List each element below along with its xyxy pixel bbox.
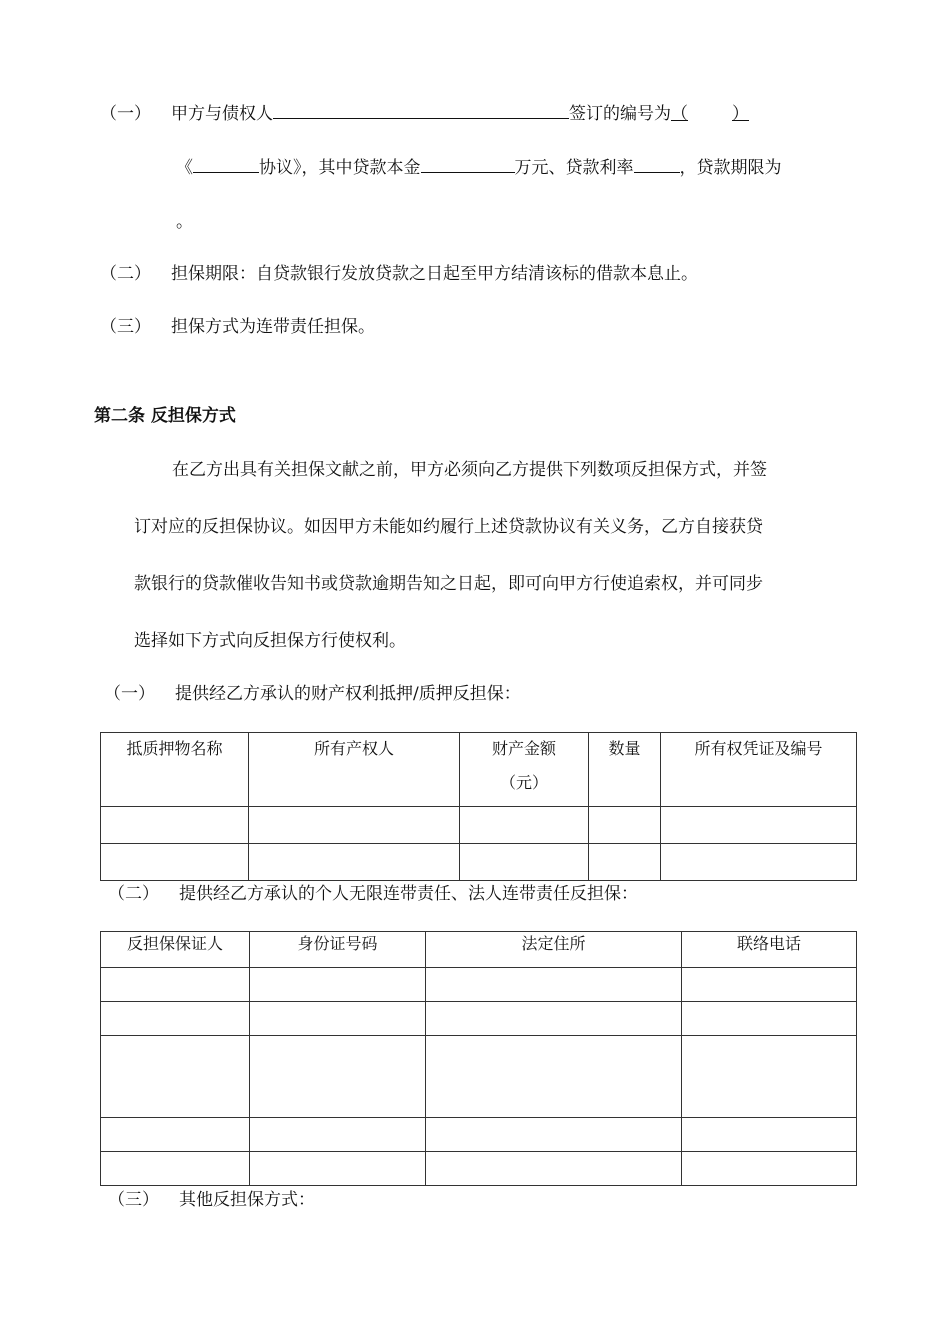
table-cell[interactable] (250, 1002, 426, 1036)
table-cell[interactable] (101, 1152, 250, 1186)
table-cell[interactable] (250, 968, 426, 1002)
table-cell[interactable] (426, 1118, 682, 1152)
table-cell[interactable] (101, 844, 249, 881)
table-row (101, 807, 857, 844)
contract-number-blank[interactable]: （ ） (671, 104, 749, 124)
item-text: 签订的编号为 (569, 104, 671, 124)
table-cell[interactable] (250, 1118, 426, 1152)
table-cell[interactable] (682, 1152, 857, 1186)
table-cell[interactable] (682, 1036, 857, 1118)
table-header-cell: 身份证号码 (250, 932, 426, 968)
table-header-cell: 所有权凭证及编号 (661, 733, 857, 807)
table-header-cell: 联络电话 (682, 932, 857, 968)
table-cell[interactable] (426, 968, 682, 1002)
table-cell[interactable] (460, 844, 589, 881)
table-cell[interactable] (249, 807, 460, 844)
clause1-item3 (100, 317, 375, 337)
table-header-row (101, 733, 857, 807)
clause1-item2 (100, 264, 698, 284)
guarantor-table (100, 931, 857, 1186)
table-cell[interactable] (682, 1118, 857, 1152)
table-cell[interactable] (101, 1036, 250, 1118)
item-number: （一） (100, 104, 151, 124)
table-header-cell: 数量 (589, 733, 661, 807)
table-cell[interactable] (426, 1036, 682, 1118)
table-row (101, 1118, 857, 1152)
clause1-item1-line2: 《 协议》，其中贷款本金 万元、贷款利率 ，贷款期限为 (176, 158, 782, 178)
clause1-item1-line1 (100, 102, 749, 124)
table-cell[interactable] (101, 807, 249, 844)
clause2-para-line: 选择如下方式向反担保方行使权利。 (134, 631, 406, 651)
table-cell[interactable] (426, 1152, 682, 1186)
table-row (101, 1002, 857, 1036)
table-header-cell: 所有产权人 (249, 733, 460, 807)
item-number: （三） (108, 1190, 159, 1210)
table-header-cell: 法定住所 (426, 932, 682, 968)
item-text: 担保期限：自贷款银行发放贷款之日起至甲方结清该标的借款本息止。 (171, 264, 698, 284)
table-row (101, 844, 857, 881)
clause2-item3 (108, 1190, 315, 1210)
loan-principal-blank[interactable] (421, 156, 515, 173)
item-text: 提供经乙方承认的个人无限连带责任、法人连带责任反担保： (179, 884, 638, 904)
table-cell[interactable] (250, 1152, 426, 1186)
table-cell[interactable] (589, 844, 661, 881)
table-cell[interactable] (682, 1002, 857, 1036)
table-header-row (101, 932, 857, 968)
table-header-cell: 财产金额 （元） (460, 733, 589, 807)
table-header-cell: 反担保保证人 (101, 932, 250, 968)
clause2-heading: 第二条 反担保方式 (94, 406, 236, 426)
agreement-name-blank[interactable] (193, 156, 259, 173)
creditor-blank[interactable] (273, 102, 569, 119)
table-cell[interactable] (101, 1118, 250, 1152)
table-cell[interactable] (249, 844, 460, 881)
table-cell[interactable] (101, 1002, 250, 1036)
clause1-item1-line3: 。 (176, 212, 193, 232)
clause2-para-line: 订对应的反担保协议。如因甲方未能如约履行上述贷款协议有关义务，乙方自接获贷 (134, 517, 763, 537)
item-number: （二） (100, 264, 151, 284)
table-cell[interactable] (589, 807, 661, 844)
collateral-table (100, 732, 857, 881)
table-cell[interactable] (250, 1036, 426, 1118)
item-text: 甲方与债权人 (171, 104, 273, 124)
table-cell[interactable] (460, 807, 589, 844)
clause2-para-line: 在乙方出具有关担保文献之前，甲方必须向乙方提供下列数项反担保方式，并签 (172, 460, 767, 480)
item-text: 其他反担保方式： (179, 1190, 315, 1210)
table-header-cell: 抵质押物名称 (101, 733, 249, 807)
item-number: （三） (100, 317, 151, 337)
table-cell[interactable] (426, 1002, 682, 1036)
item-number: （一） (104, 684, 155, 704)
clause2-item2 (108, 884, 638, 904)
table-cell[interactable] (661, 844, 857, 881)
table-cell[interactable] (661, 807, 857, 844)
item-text: 提供经乙方承认的财产权利抵押/质押反担保： (175, 684, 521, 704)
item-number: （二） (108, 884, 159, 904)
loan-rate-blank[interactable] (634, 156, 680, 173)
table-row (101, 1152, 857, 1186)
table-row (101, 1036, 857, 1118)
clause2-item1 (104, 684, 521, 704)
table-cell[interactable] (101, 968, 250, 1002)
item-text: 担保方式为连带责任担保。 (171, 317, 375, 337)
table-cell[interactable] (682, 968, 857, 1002)
clause2-para-line: 款银行的贷款催收告知书或贷款逾期告知之日起，即可向甲方行使追索权，并可同步 (134, 574, 763, 594)
table-row (101, 968, 857, 1002)
